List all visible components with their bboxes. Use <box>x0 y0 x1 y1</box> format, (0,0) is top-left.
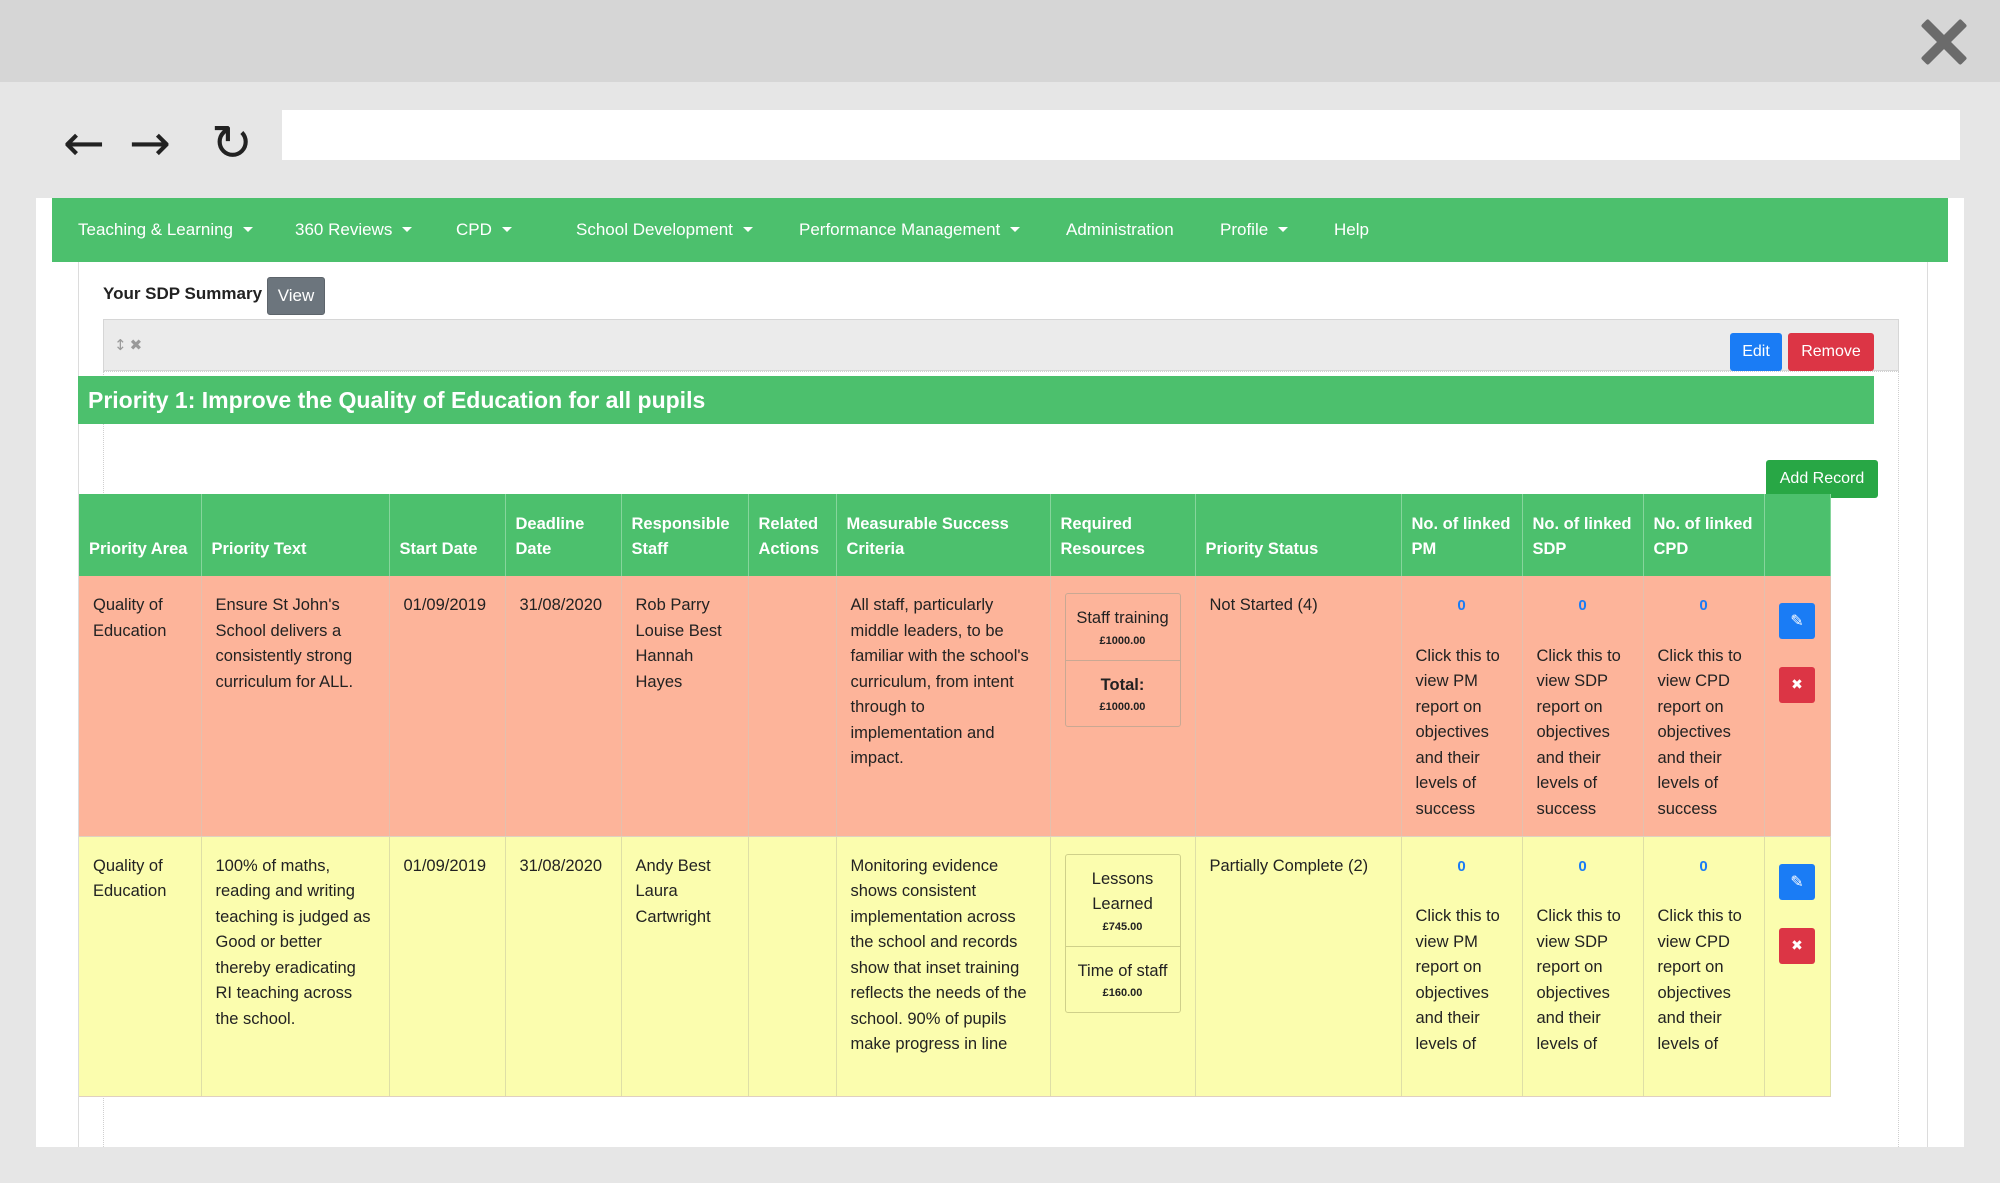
cell-linked-pm <box>1401 836 1522 1096</box>
view-button[interactable]: View <box>267 277 325 315</box>
cell-criteria: Monitoring evidence shows consistent implementation across the school and records show that inset training reflects the needs of the school. 90% of pupils make progress in line <box>836 836 1050 1096</box>
header-linked-cpd[interactable]: No. of linked CPD <box>1643 494 1764 576</box>
cell-start: 01/09/2019 <box>389 576 505 836</box>
nav-school-development[interactable] <box>576 198 753 262</box>
cpd-report-link[interactable]: Click this to view CPD report on objectives and their levels of <box>1657 907 1742 1053</box>
resource-total-amount: £1000.00 <box>1099 701 1146 713</box>
resource-item <box>1066 855 1180 947</box>
resource-name: Time of staff <box>1077 961 1168 980</box>
cell-text: Ensure St John's School delivers a consistently strong curriculum for ALL. <box>201 576 389 836</box>
browser-chrome <box>0 82 2000 1183</box>
nav-profile[interactable] <box>1220 198 1288 262</box>
header-priority-area[interactable]: Priority Area <box>79 494 201 576</box>
cell-start: 01/09/2019 <box>389 836 505 1096</box>
nav-label: School Development <box>576 220 733 239</box>
cell-actions <box>1764 836 1830 1096</box>
cell-deadline: 31/08/2020 <box>505 836 621 1096</box>
nav-label: Administration <box>1066 220 1174 239</box>
resources-box <box>1065 593 1181 727</box>
nav-help[interactable] <box>1334 198 1369 262</box>
cell-linked-sdp <box>1522 576 1643 836</box>
sdp-count: 0 <box>1578 597 1587 614</box>
nav-360-reviews[interactable] <box>295 198 412 262</box>
close-icon: ✖ <box>1791 937 1803 954</box>
back-arrow-icon[interactable]: ← <box>63 114 105 172</box>
resource-name: Lessons Learned <box>1091 869 1154 913</box>
pm-count: 0 <box>1457 857 1466 875</box>
header-priority-status[interactable]: Priority Status <box>1195 494 1401 576</box>
resource-amount: £1000.00 <box>1099 634 1146 647</box>
chevron-down-icon <box>743 227 753 232</box>
table-row <box>79 836 1830 1096</box>
cpd-count: 0 <box>1699 597 1708 614</box>
close-icon[interactable] <box>1920 18 1968 66</box>
nav-label: Profile <box>1220 220 1269 239</box>
header-priority-text[interactable]: Priority Text <box>201 494 389 576</box>
sdp-table <box>79 494 1831 1097</box>
row-edit-button[interactable] <box>1779 864 1815 900</box>
sdp-report-link[interactable]: Click this to view SDP report on objectives and their levels of success <box>1536 646 1621 818</box>
add-record-button[interactable]: Add Record <box>1766 460 1878 498</box>
reload-icon[interactable]: ↻ <box>211 114 253 172</box>
cpd-report-link[interactable]: Click this to view CPD report on objectives and their levels of success <box>1657 646 1742 818</box>
resource-total <box>1066 661 1180 727</box>
forward-arrow-icon[interactable]: → <box>129 114 171 172</box>
cpd-count: 0 <box>1699 857 1708 875</box>
chevron-down-icon <box>243 227 253 232</box>
priority-title: Priority 1: Improve the Quality of Education for all pupils <box>78 376 1874 424</box>
header-responsible-staff[interactable]: Responsible Staff <box>621 494 748 576</box>
cell-area: Quality of Education <box>79 836 201 1096</box>
widget-toolbar <box>103 319 1899 371</box>
cell-resources <box>1050 836 1195 1096</box>
nav-teaching-learning[interactable] <box>78 198 253 262</box>
nav-cpd[interactable] <box>456 198 512 262</box>
address-bar[interactable] <box>282 110 1960 160</box>
pencil-icon: ✎ <box>1790 871 1804 891</box>
remove-button[interactable]: Remove <box>1788 333 1874 371</box>
header-deadline-date[interactable]: Deadline Date <box>505 494 621 576</box>
nav-label: Performance Management <box>799 220 1001 239</box>
chevron-down-icon <box>1010 227 1020 232</box>
row-edit-button[interactable] <box>1779 603 1815 639</box>
close-widget-icon[interactable]: ✖ <box>129 336 143 354</box>
header-success-criteria[interactable]: Measurable Success Criteria <box>836 494 1050 576</box>
cell-criteria: All staff, particularly middle leaders, to be familiar with the school's curriculum, from intent through to implementation and impact. <box>836 576 1050 836</box>
cell-actions <box>1764 576 1830 836</box>
header-linked-sdp[interactable]: No. of linked SDP <box>1522 494 1643 576</box>
cell-linked-pm <box>1401 576 1522 836</box>
cell-related <box>748 576 836 836</box>
chevron-down-icon <box>402 227 412 232</box>
header-related-actions[interactable]: Related Actions <box>748 494 836 576</box>
nav-performance-management[interactable] <box>799 198 1020 262</box>
table-header-row <box>79 494 1830 576</box>
table-row <box>79 576 1830 836</box>
pm-count: 0 <box>1457 597 1466 614</box>
edit-button[interactable]: Edit <box>1730 333 1782 371</box>
page-viewport <box>36 198 1964 1147</box>
resource-item <box>1066 594 1180 661</box>
nav-administration[interactable] <box>1066 198 1174 262</box>
cell-deadline: 31/08/2020 <box>505 576 621 836</box>
resource-amount: £160.00 <box>1102 987 1143 999</box>
sdp-report-link[interactable]: Click this to view SDP report on objectives and their levels of <box>1536 907 1621 1053</box>
cell-text: 100% of maths, reading and writing teaching is judged as Good or better thereby eradicating RI teaching across the school. <box>201 836 389 1096</box>
header-start-date[interactable]: Start Date <box>389 494 505 576</box>
resource-total-label: Total: <box>1100 675 1145 694</box>
cell-related <box>748 836 836 1096</box>
cell-staff: Rob Parry Louise Best Hannah Hayes <box>621 576 748 836</box>
nav-label: 360 Reviews <box>295 220 393 239</box>
resource-item <box>1066 947 1180 1013</box>
cell-staff: Andy Best Laura Cartwright <box>621 836 748 1096</box>
cell-linked-cpd <box>1643 836 1764 1096</box>
sdp-count: 0 <box>1578 857 1587 875</box>
pm-report-link[interactable]: Click this to view PM report on objectives and their levels of <box>1415 907 1500 1053</box>
row-delete-button[interactable] <box>1779 667 1815 703</box>
row-delete-button[interactable] <box>1779 928 1815 964</box>
close-icon: ✖ <box>1791 677 1803 693</box>
window-titlebar <box>0 0 2000 82</box>
pencil-icon: ✎ <box>1790 611 1804 630</box>
cell-status: Not Started (4) <box>1195 576 1401 836</box>
chevron-down-icon <box>502 227 512 232</box>
resource-name: Staff training <box>1076 609 1169 627</box>
nav-label: CPD <box>456 220 492 239</box>
cell-linked-cpd <box>1643 576 1764 836</box>
pm-report-link[interactable]: Click this to view PM report on objectives and their levels of success <box>1415 646 1500 818</box>
resource-amount: £745.00 <box>1102 920 1143 933</box>
nav-label: Help <box>1334 220 1369 239</box>
header-required-resources[interactable]: Required Resources <box>1050 494 1195 576</box>
resize-icon[interactable]: ↕ <box>114 336 127 354</box>
cell-status: Partially Complete (2) <box>1195 836 1401 1096</box>
header-linked-pm[interactable]: No. of linked PM <box>1401 494 1522 576</box>
chevron-down-icon <box>1278 227 1288 232</box>
main-navbar <box>52 198 1948 262</box>
header-actions <box>1764 494 1830 576</box>
sdp-summary-label: Your SDP Summary <box>103 284 263 303</box>
cell-area: Quality of Education <box>79 576 201 836</box>
resources-box <box>1065 854 1181 1014</box>
cell-resources <box>1050 576 1195 836</box>
nav-label: Teaching & Learning <box>78 220 234 239</box>
cell-linked-sdp <box>1522 836 1643 1096</box>
